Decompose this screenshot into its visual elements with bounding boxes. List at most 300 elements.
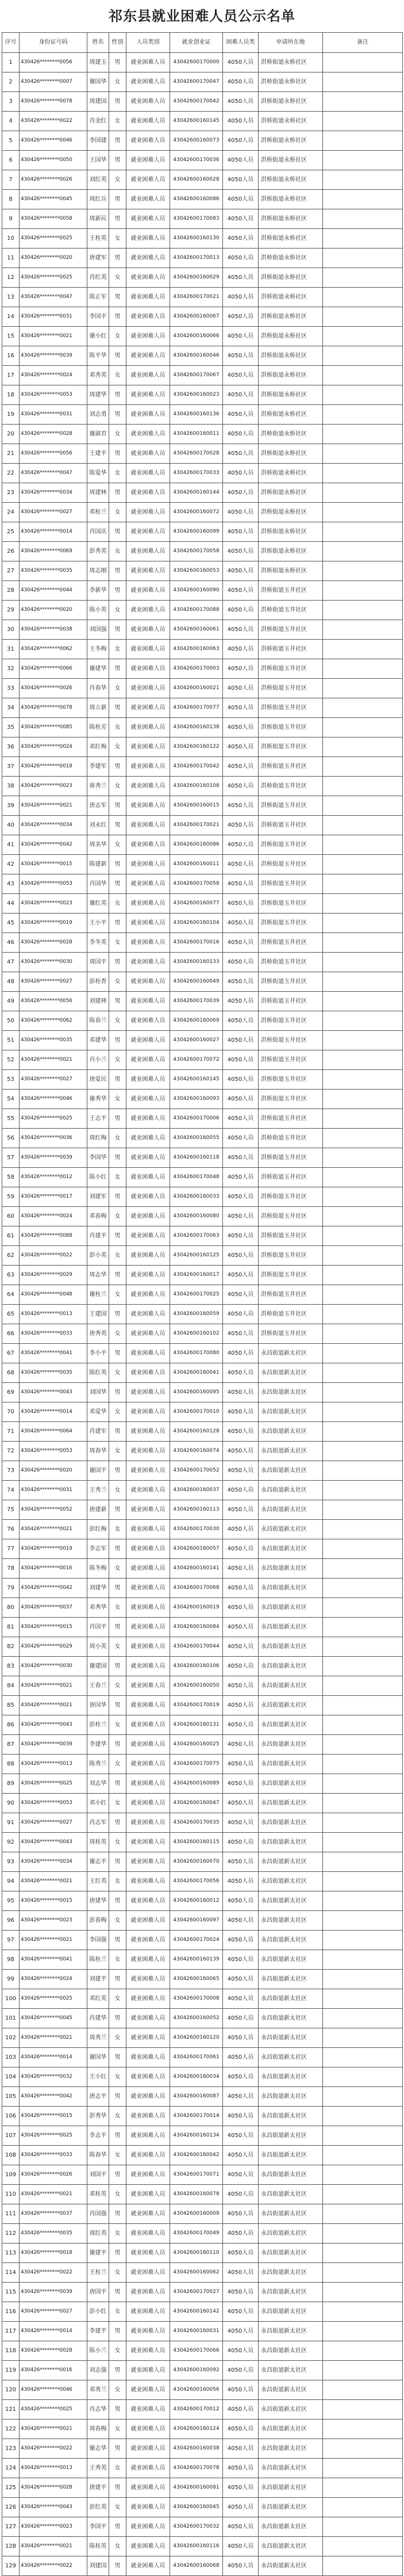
cell-location: 洪桥街道永桥社区	[259, 209, 323, 229]
cell-certificate: 43042600160029	[170, 268, 223, 288]
cell-location: 永昌街道新太社区	[259, 2087, 323, 2107]
cell-location: 洪桥街道永桥社区	[259, 72, 323, 92]
cell-certificate: 43042600160104	[170, 914, 223, 933]
cell-seq: 113	[2, 2244, 20, 2263]
cell-certificate: 43042600160023	[170, 385, 223, 405]
cell-id-number: 430426********0016	[20, 2361, 87, 2380]
cell-gender: 男	[109, 1657, 126, 1676]
cell-id-number: 430426********0024	[20, 366, 87, 385]
cell-name: 肖建平	[87, 1226, 109, 1246]
table-row	[2, 855, 403, 874]
table-row	[2, 2537, 403, 2556]
cell-location: 洪桥街道玉井社区	[259, 1187, 323, 1207]
cell-id-number: 430426********0021	[20, 2028, 87, 2048]
cell-name: 陈爱华	[87, 464, 109, 483]
cell-gender: 女	[109, 1755, 126, 1774]
cell-certificate: 43042600160136	[170, 405, 223, 425]
cell-category: 就业困难人员	[126, 131, 170, 151]
cell-seq: 129	[2, 2556, 20, 2576]
cell-remark	[323, 1735, 403, 1755]
cell-gender: 男	[109, 1579, 126, 1598]
cell-difficulty-type: 4050人员	[223, 268, 259, 288]
cell-category: 就业困难人员	[126, 2361, 170, 2380]
cell-certificate: 43042600170066	[170, 2341, 223, 2361]
cell-certificate: 43042600170021	[170, 288, 223, 307]
cell-name: 李新华	[87, 581, 109, 601]
cell-location: 永昌街道新太社区	[259, 1579, 323, 1598]
cell-category: 就业困难人员	[126, 1559, 170, 1579]
cell-location: 永昌街道新太社区	[259, 1911, 323, 1931]
cell-location: 永昌街道新太社区	[259, 1852, 323, 1872]
cell-difficulty-type: 4050人员	[223, 1344, 259, 1363]
cell-certificate: 43042600170048	[170, 1168, 223, 1187]
cell-name: 谢建国	[87, 1657, 109, 1676]
cell-certificate: 43042600160037	[170, 1481, 223, 1500]
cell-difficulty-type: 4050人员	[223, 894, 259, 914]
cell-remark	[323, 874, 403, 894]
cell-difficulty-type: 4050人员	[223, 425, 259, 444]
cell-certificate: 43042600160115	[170, 1833, 223, 1852]
cell-category: 就业困难人员	[126, 1715, 170, 1735]
cell-seq: 47	[2, 953, 20, 972]
cell-seq: 74	[2, 1481, 20, 1500]
cell-seq: 45	[2, 914, 20, 933]
cell-location: 洪桥街道永桥社区	[259, 327, 323, 346]
cell-location: 洪桥街道永桥社区	[259, 464, 323, 483]
cell-seq: 105	[2, 2087, 20, 2107]
cell-seq: 30	[2, 620, 20, 640]
cell-name: 李小平	[87, 1344, 109, 1363]
cell-certificate: 43042600170028	[170, 444, 223, 464]
cell-location: 永昌街道新太社区	[259, 1442, 323, 1461]
cell-difficulty-type: 4050人员	[223, 366, 259, 385]
cell-difficulty-type: 4050人员	[223, 112, 259, 131]
cell-name: 邓秀华	[87, 1598, 109, 1618]
table-row	[2, 327, 403, 346]
cell-gender: 男	[109, 1970, 126, 1989]
cell-name: 邓秀兰	[87, 2380, 109, 2400]
cell-name: 彭红梅	[87, 1520, 109, 1539]
cell-category: 就业困难人员	[126, 1402, 170, 1422]
cell-location: 洪桥街道玉井社区	[259, 601, 323, 620]
cell-id-number: 430426********0007	[20, 72, 87, 92]
cell-seq: 33	[2, 679, 20, 698]
cell-category: 就业困难人员	[126, 757, 170, 777]
cell-difficulty-type: 4050人员	[223, 1422, 259, 1442]
cell-category: 就业困难人员	[126, 92, 170, 112]
cell-remark	[323, 718, 403, 737]
cell-gender: 女	[109, 425, 126, 444]
cell-remark	[323, 2302, 403, 2322]
cell-name: 周志华	[87, 1266, 109, 1285]
cell-difficulty-type: 4050人员	[223, 2498, 259, 2517]
cell-certificate: 43042600160027	[170, 1031, 223, 1050]
cell-category: 就业困难人员	[126, 1911, 170, 1931]
table-row	[2, 2283, 403, 2302]
cell-certificate: 43042600160134	[170, 2126, 223, 2146]
table-row	[2, 2146, 403, 2165]
cell-seq: 102	[2, 2028, 20, 2048]
cell-remark	[323, 2204, 403, 2224]
cell-name: 王建平	[87, 444, 109, 464]
cell-gender: 女	[109, 542, 126, 561]
cell-certificate: 43042600170032	[170, 2517, 223, 2537]
cell-difficulty-type: 4050人员	[223, 796, 259, 816]
cell-certificate: 43042600160011	[170, 425, 223, 444]
table-row	[2, 2400, 403, 2420]
cell-seq: 20	[2, 425, 20, 444]
cell-difficulty-type: 4050人员	[223, 1891, 259, 1911]
cell-category: 就业困难人员	[126, 2459, 170, 2478]
cell-location: 永昌街道新太社区	[259, 1813, 323, 1833]
cell-certificate: 43042600160053	[170, 561, 223, 581]
cell-name: 刘建平	[87, 1970, 109, 1989]
cell-seq: 87	[2, 1735, 20, 1755]
cell-location: 洪桥街道玉井社区	[259, 1129, 323, 1148]
table-row	[2, 288, 403, 307]
cell-seq: 16	[2, 346, 20, 366]
cell-location: 洪桥街道玉井社区	[259, 1031, 323, 1050]
cell-gender: 男	[109, 209, 126, 229]
cell-category: 就业困难人员	[126, 542, 170, 561]
cell-location: 永昌街道新太社区	[259, 2185, 323, 2204]
cell-location: 永昌街道新太社区	[259, 2478, 323, 2498]
cell-category: 就业困难人员	[126, 2146, 170, 2165]
cell-category: 就业困难人员	[126, 1324, 170, 1344]
cell-certificate: 43042600160073	[170, 131, 223, 151]
cell-location: 永昌街道新太社区	[259, 2498, 323, 2517]
table-row	[2, 2107, 403, 2126]
cell-id-number: 430426********0062	[20, 1011, 87, 1031]
cell-gender: 男	[109, 757, 126, 777]
cell-id-number: 430426********0029	[20, 1266, 87, 1285]
cell-seq: 84	[2, 1676, 20, 1696]
cell-remark	[323, 2009, 403, 2028]
cell-seq: 71	[2, 1422, 20, 1442]
cell-id-number: 430426********0031	[20, 1481, 87, 1500]
table-row	[2, 1324, 403, 1344]
cell-name: 王志平	[87, 1109, 109, 1129]
cell-difficulty-type: 4050人员	[223, 2028, 259, 2048]
cell-id-number: 430426********0027	[20, 2302, 87, 2322]
cell-gender: 男	[109, 581, 126, 601]
table-row	[2, 1344, 403, 1363]
cell-name: 谢桂兰	[87, 1285, 109, 1305]
cell-certificate: 43042600170035	[170, 1813, 223, 1833]
cell-gender: 女	[109, 1207, 126, 1226]
cell-certificate: 43042600170077	[170, 698, 223, 718]
cell-seq: 58	[2, 1168, 20, 1187]
cell-certificate: 43042600170014	[170, 2107, 223, 2126]
cell-difficulty-type: 4050人员	[223, 53, 259, 72]
table-row	[2, 268, 403, 288]
cell-remark	[323, 1637, 403, 1657]
cell-certificate: 43042600160097	[170, 1911, 223, 1931]
cell-gender: 女	[109, 1950, 126, 1970]
cell-seq: 79	[2, 1579, 20, 1598]
cell-location: 永昌街道新太社区	[259, 2537, 323, 2556]
cell-seq: 89	[2, 1774, 20, 1794]
cell-location: 永昌街道新太社区	[259, 1559, 323, 1579]
cell-category: 就业困难人员	[126, 1676, 170, 1696]
cell-remark	[323, 229, 403, 249]
table-row	[2, 1207, 403, 1226]
cell-difficulty-type: 4050人员	[223, 1246, 259, 1266]
table-row	[2, 1715, 403, 1735]
cell-difficulty-type: 4050人员	[223, 1383, 259, 1402]
cell-difficulty-type: 4050人员	[223, 2185, 259, 2204]
cell-location: 洪桥街道玉井社区	[259, 737, 323, 757]
cell-gender: 女	[109, 1715, 126, 1735]
cell-difficulty-type: 4050人员	[223, 2361, 259, 2380]
cell-certificate: 43042600170071	[170, 2165, 223, 2185]
cell-id-number: 430426********0047	[20, 288, 87, 307]
cell-name: 王冬梅	[87, 640, 109, 659]
cell-location: 洪桥街道玉井社区	[259, 1109, 323, 1129]
cell-location: 洪桥街道永桥社区	[259, 288, 323, 307]
cell-name: 肖志华	[87, 2400, 109, 2420]
cell-location: 洪桥街道玉井社区	[259, 1050, 323, 1070]
cell-remark	[323, 2517, 403, 2537]
table-row	[2, 1735, 403, 1755]
cell-remark	[323, 914, 403, 933]
cell-remark	[323, 933, 403, 953]
cell-id-number: 430426********0039	[20, 346, 87, 366]
cell-remark	[323, 2478, 403, 2498]
cell-category: 就业困难人员	[126, 1344, 170, 1363]
cell-remark	[323, 542, 403, 561]
cell-certificate: 43042600160021	[170, 679, 223, 698]
table-row	[2, 1305, 403, 1324]
table-row	[2, 542, 403, 561]
table-row	[2, 1266, 403, 1285]
cell-seq: 13	[2, 288, 20, 307]
col-header: 就业创业证	[170, 33, 223, 53]
cell-gender: 女	[109, 1090, 126, 1109]
cell-difficulty-type: 4050人员	[223, 1539, 259, 1559]
cell-seq: 46	[2, 933, 20, 953]
table-row	[2, 640, 403, 659]
cell-difficulty-type: 4050人员	[223, 1598, 259, 1618]
cell-id-number: 430426********0025	[20, 268, 87, 288]
cell-remark	[323, 1050, 403, 1070]
cell-location: 洪桥街道永桥社区	[259, 522, 323, 542]
cell-location: 洪桥街道永桥社区	[259, 385, 323, 405]
cell-gender: 男	[109, 1813, 126, 1833]
cell-difficulty-type: 4050人员	[223, 2283, 259, 2302]
cell-difficulty-type: 4050人员	[223, 229, 259, 249]
cell-seq: 93	[2, 1852, 20, 1872]
cell-location: 永昌街道新太社区	[259, 2224, 323, 2244]
cell-remark	[323, 1305, 403, 1324]
cell-difficulty-type: 4050人员	[223, 1226, 259, 1246]
cell-name: 王秀英	[87, 2459, 109, 2478]
table-row	[2, 1852, 403, 1872]
cell-remark	[323, 1461, 403, 1481]
table-row	[2, 2361, 403, 2380]
cell-gender: 男	[109, 444, 126, 464]
cell-difficulty-type: 4050人员	[223, 327, 259, 346]
cell-category: 就业困难人员	[126, 1168, 170, 1187]
table-row	[2, 2009, 403, 2028]
cell-category: 就业困难人员	[126, 1109, 170, 1129]
cell-remark	[323, 2165, 403, 2185]
cell-seq: 111	[2, 2204, 20, 2224]
cell-location: 永昌街道新太社区	[259, 1989, 323, 2009]
cell-certificate: 43042600160047	[170, 1794, 223, 1813]
cell-certificate: 43042600170072	[170, 1050, 223, 1070]
cell-difficulty-type: 4050人员	[223, 2459, 259, 2478]
table-row	[2, 933, 403, 953]
cell-name: 谢红英	[87, 894, 109, 914]
cell-id-number: 430426********0034	[20, 483, 87, 503]
cell-difficulty-type: 4050人员	[223, 1833, 259, 1852]
table-row	[2, 1755, 403, 1774]
cell-id-number: 430426********0078	[20, 92, 87, 112]
cell-gender: 男	[109, 2009, 126, 2028]
cell-certificate: 43042600160011	[170, 855, 223, 874]
cell-remark	[323, 209, 403, 229]
table-row	[2, 190, 403, 209]
cell-difficulty-type: 4050人员	[223, 1324, 259, 1344]
cell-seq: 35	[2, 718, 20, 737]
cell-difficulty-type: 4050人员	[223, 346, 259, 366]
cell-seq: 63	[2, 1266, 20, 1285]
cell-category: 就业困难人员	[126, 1129, 170, 1148]
cell-certificate: 43042600160141	[170, 1559, 223, 1579]
table-row	[2, 1520, 403, 1539]
cell-category: 就业困难人员	[126, 1442, 170, 1461]
col-header: 申请所在地	[259, 33, 323, 53]
table-row	[2, 1657, 403, 1676]
cell-gender: 女	[109, 1050, 126, 1070]
table-row	[2, 2028, 403, 2048]
cell-remark	[323, 307, 403, 327]
cell-location: 洪桥街道玉井社区	[259, 1168, 323, 1187]
cell-certificate: 43042600160072	[170, 503, 223, 522]
table-row	[2, 2165, 403, 2185]
cell-category: 就业困难人员	[126, 816, 170, 835]
cell-certificate: 43042600170036	[170, 151, 223, 170]
cell-name: 肖国庆	[87, 522, 109, 542]
cell-id-number: 430426********0026	[20, 170, 87, 190]
cell-location: 永昌街道新太社区	[259, 1618, 323, 1637]
table-row	[2, 1500, 403, 1520]
cell-certificate: 43042600160093	[170, 1090, 223, 1109]
cell-certificate: 43042600160009	[170, 2204, 223, 2224]
cell-certificate: 43042600170067	[170, 366, 223, 385]
cell-certificate: 43042600170042	[170, 757, 223, 777]
table-row	[2, 1618, 403, 1637]
cell-certificate: 43042600160061	[170, 620, 223, 640]
cell-gender: 男	[109, 2204, 126, 2224]
cell-gender: 男	[109, 1031, 126, 1050]
cell-name: 刘志勇	[87, 405, 109, 425]
cell-name: 刘建林	[87, 992, 109, 1011]
cell-remark	[323, 1285, 403, 1305]
cell-gender: 男	[109, 190, 126, 209]
cell-seq: 53	[2, 1070, 20, 1090]
cell-difficulty-type: 4050人员	[223, 933, 259, 953]
cell-id-number: 430426********0035	[20, 561, 87, 581]
col-header: 人员类别	[126, 33, 170, 53]
cell-remark	[323, 1715, 403, 1735]
cell-certificate: 43042600160087	[170, 2087, 223, 2107]
cell-location: 洪桥街道玉井社区	[259, 1090, 323, 1109]
cell-certificate: 43042600160139	[170, 1950, 223, 1970]
cell-category: 就业困难人员	[126, 2400, 170, 2420]
cell-name: 谢建华	[87, 659, 109, 679]
cell-gender: 女	[109, 737, 126, 757]
cell-location: 永昌街道新太社区	[259, 2048, 323, 2067]
table-row	[2, 1559, 403, 1579]
cell-seq: 61	[2, 1226, 20, 1246]
cell-category: 就业困难人员	[126, 1383, 170, 1402]
cell-name: 王小平	[87, 914, 109, 933]
cell-difficulty-type: 4050人员	[223, 1989, 259, 2009]
cell-id-number: 430426********0045	[20, 190, 87, 209]
cell-difficulty-type: 4050人员	[223, 249, 259, 268]
table-row	[2, 679, 403, 698]
cell-name: 周建玉	[87, 53, 109, 72]
cell-gender: 女	[109, 366, 126, 385]
cell-seq: 81	[2, 1618, 20, 1637]
cell-id-number: 430426********0050	[20, 151, 87, 170]
cell-remark	[323, 1774, 403, 1794]
cell-certificate: 43042600160025	[170, 1735, 223, 1755]
cell-category: 就业困难人员	[126, 640, 170, 659]
table-row	[2, 1637, 403, 1657]
cell-category: 就业困难人员	[126, 1931, 170, 1950]
cell-name: 邓建华	[87, 1031, 109, 1050]
cell-difficulty-type: 4050人员	[223, 737, 259, 757]
cell-category: 就业困难人员	[126, 2224, 170, 2244]
cell-location: 永昌街道新太社区	[259, 2067, 323, 2087]
cell-remark	[323, 1696, 403, 1715]
table-row	[2, 2517, 403, 2537]
cell-gender: 女	[109, 1168, 126, 1187]
cell-category: 就业困难人员	[126, 1461, 170, 1481]
cell-category: 就业困难人员	[126, 1481, 170, 1500]
cell-difficulty-type: 4050人员	[223, 2380, 259, 2400]
cell-location: 洪桥街道玉井社区	[259, 1246, 323, 1266]
cell-seq: 56	[2, 1129, 20, 1148]
cell-name: 刘红英	[87, 170, 109, 190]
cell-certificate: 43042600160045	[170, 2498, 223, 2517]
cell-id-number: 430426********0042	[20, 835, 87, 855]
cell-difficulty-type: 4050人员	[223, 1050, 259, 1070]
cell-difficulty-type: 4050人员	[223, 2420, 259, 2439]
cell-location: 洪桥街道玉井社区	[259, 816, 323, 835]
cell-name: 李志军	[87, 1539, 109, 1559]
table-row	[2, 307, 403, 327]
cell-id-number: 430426********0021	[20, 1050, 87, 1070]
cell-category: 就业困难人员	[126, 522, 170, 542]
cell-location: 永昌街道新太社区	[259, 2420, 323, 2439]
cell-certificate: 43042600170010	[170, 1402, 223, 1422]
cell-remark	[323, 2067, 403, 2087]
cell-location: 永昌街道新太社区	[259, 1676, 323, 1696]
cell-certificate: 43042600170024	[170, 1931, 223, 1950]
cell-id-number: 430426********0021	[20, 796, 87, 816]
cell-difficulty-type: 4050人员	[223, 2537, 259, 2556]
cell-id-number: 430426********0058	[20, 209, 87, 229]
cell-gender: 女	[109, 1363, 126, 1383]
cell-difficulty-type: 4050人员	[223, 2341, 259, 2361]
cell-gender: 女	[109, 2146, 126, 2165]
cell-category: 就业困难人员	[126, 170, 170, 190]
table-row	[2, 1070, 403, 1090]
